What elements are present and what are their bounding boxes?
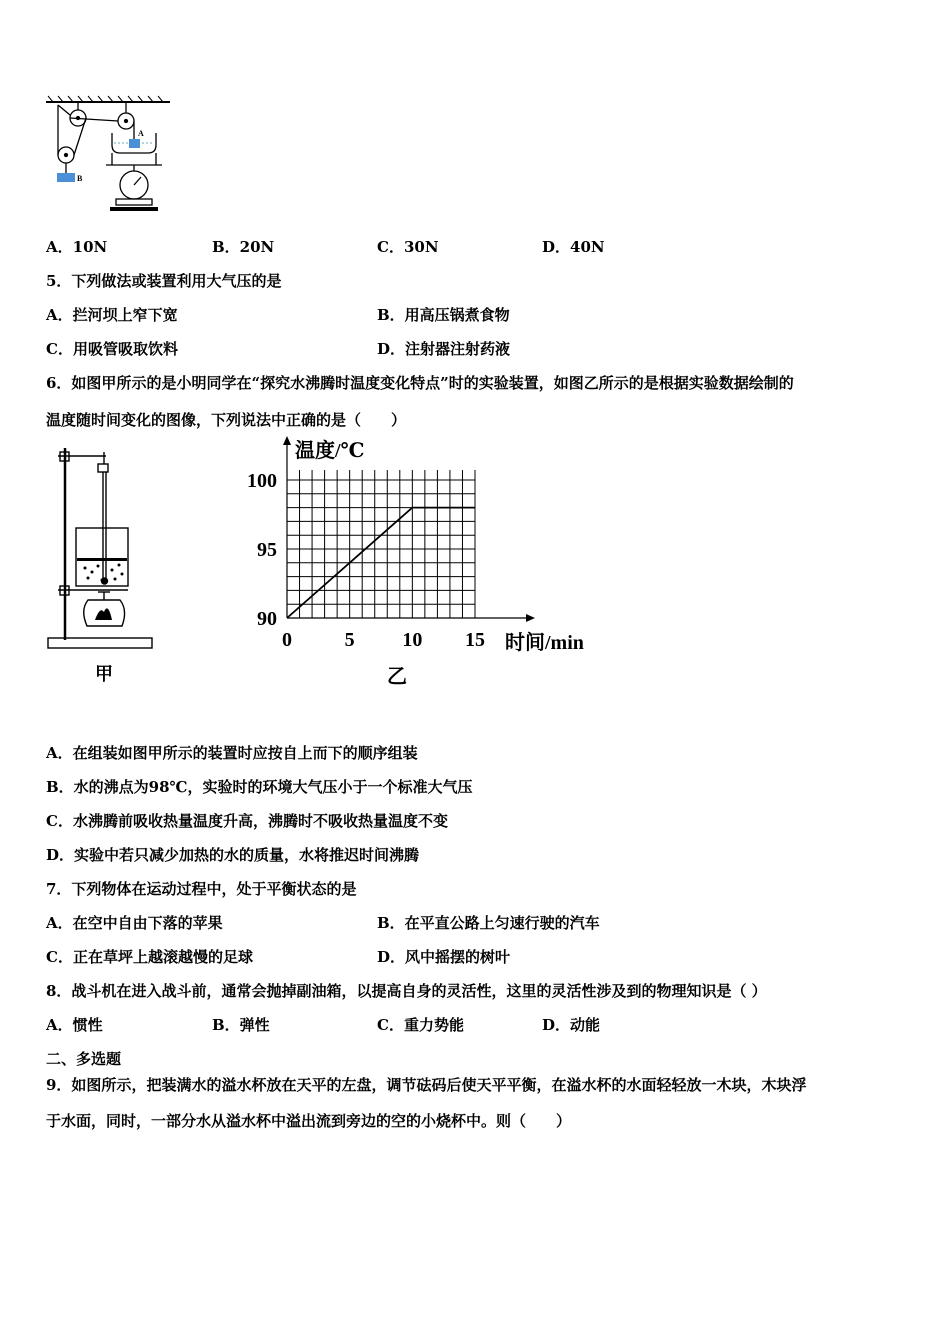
y-axis-arrow <box>283 436 291 445</box>
y-tick-100: 100 <box>247 470 277 492</box>
q9-stem-line2: 于水面，同时，一部分水从溢水杯中溢出流到旁边的空的小烧杯中。则（ ） <box>46 1112 572 1130</box>
q6-option-a[interactable]: A．在组装如图甲所示的装置时应按自上而下的顺序组装 <box>46 744 418 762</box>
q5-option-b[interactable]: B．用高压锅煮食物 <box>377 306 510 324</box>
y-tick-95: 95 <box>257 539 277 561</box>
q5-stem: 5．下列做法或装置利用大气压的是 <box>46 272 282 290</box>
block-a <box>129 139 140 148</box>
fig-yi-caption: 乙 <box>387 666 407 688</box>
section-heading: 二、多选题 <box>46 1050 122 1068</box>
label-b: B <box>77 174 83 183</box>
q8-option-a[interactable]: A．惯性 <box>46 1016 103 1034</box>
fig-jia-caption: 甲 <box>95 664 113 684</box>
q7-option-c[interactable]: C．正在草坪上越滚越慢的足球 <box>46 948 253 966</box>
q4-option-a[interactable]: A．10N <box>46 238 108 256</box>
x-axis-label: 时间/min <box>505 632 584 654</box>
q5-option-d[interactable]: D．注射器注射药液 <box>377 340 511 358</box>
pulley-scale-figure <box>40 95 180 220</box>
x-tick-5: 5 <box>344 629 355 651</box>
y-tick-90: 90 <box>257 608 277 630</box>
q4-option-d[interactable]: D．40N <box>542 238 605 256</box>
q8-option-c[interactable]: C．重力势能 <box>377 1016 464 1034</box>
q5-option-c[interactable]: C．用吸管吸取饮料 <box>46 340 178 358</box>
q6-stem-line2: 温度随时间变化的图像，下列说法中正确的是（ ） <box>46 411 407 429</box>
q6-stem-line1: 6．如图甲所示的是小明同学在“探究水沸腾时温度变化特点”时的实验装置，如图乙所示的是根据实验数据绘制的 <box>46 374 794 392</box>
q6-option-b[interactable]: B．水的沸点为98℃，实验时的环境大气压小于一个标准大气压 <box>46 778 473 796</box>
q9-stem-line1: 9．如图所示，把装满水的溢水杯放在天平的左盘，调节砝码后使天平平衡，在溢水杯的水面轻轻放一木块，木块浮 <box>46 1076 807 1094</box>
q7-option-b[interactable]: B．在平直公路上匀速行驶的汽车 <box>377 914 600 932</box>
temperature-chart <box>235 436 600 691</box>
q4-option-b[interactable]: B．20N <box>212 238 275 256</box>
x-axis-arrow <box>526 614 535 622</box>
q8-option-b[interactable]: B．弹性 <box>212 1016 270 1034</box>
q8-stem: 8．战斗机在进入战斗前，通常会抛掉副油箱，以提高自身的灵活性，这里的灵活性涉及到的物理知识是（ ） <box>46 982 767 1000</box>
label-a: A <box>138 129 144 138</box>
chart-grid <box>287 470 475 618</box>
q7-stem: 7．下列物体在运动过程中，处于平衡状态的是 <box>46 880 357 898</box>
x-tick-10: 10 <box>402 629 423 651</box>
q4-option-c[interactable]: C．30N <box>377 238 439 256</box>
boiling-apparatus-figure <box>40 440 165 690</box>
q7-option-d[interactable]: D．风中摇摆的树叶 <box>377 948 511 966</box>
q5-option-a[interactable]: A．拦河坝上窄下宽 <box>46 306 178 324</box>
q6-option-c[interactable]: C．水沸腾前吸收热量温度升高，沸腾时不吸收热量温度不变 <box>46 812 448 830</box>
x-tick-15: 15 <box>465 629 485 651</box>
x-tick-0: 0 <box>282 629 292 651</box>
y-axis-label: 温度/℃ <box>295 440 365 462</box>
q8-option-d[interactable]: D．动能 <box>542 1016 601 1034</box>
q6-option-d[interactable]: D．实验中若只减少加热的水的质量，水将推迟时间沸腾 <box>46 846 420 864</box>
q7-option-a[interactable]: A．在空中自由下落的苹果 <box>46 914 223 932</box>
block-b <box>57 173 75 182</box>
